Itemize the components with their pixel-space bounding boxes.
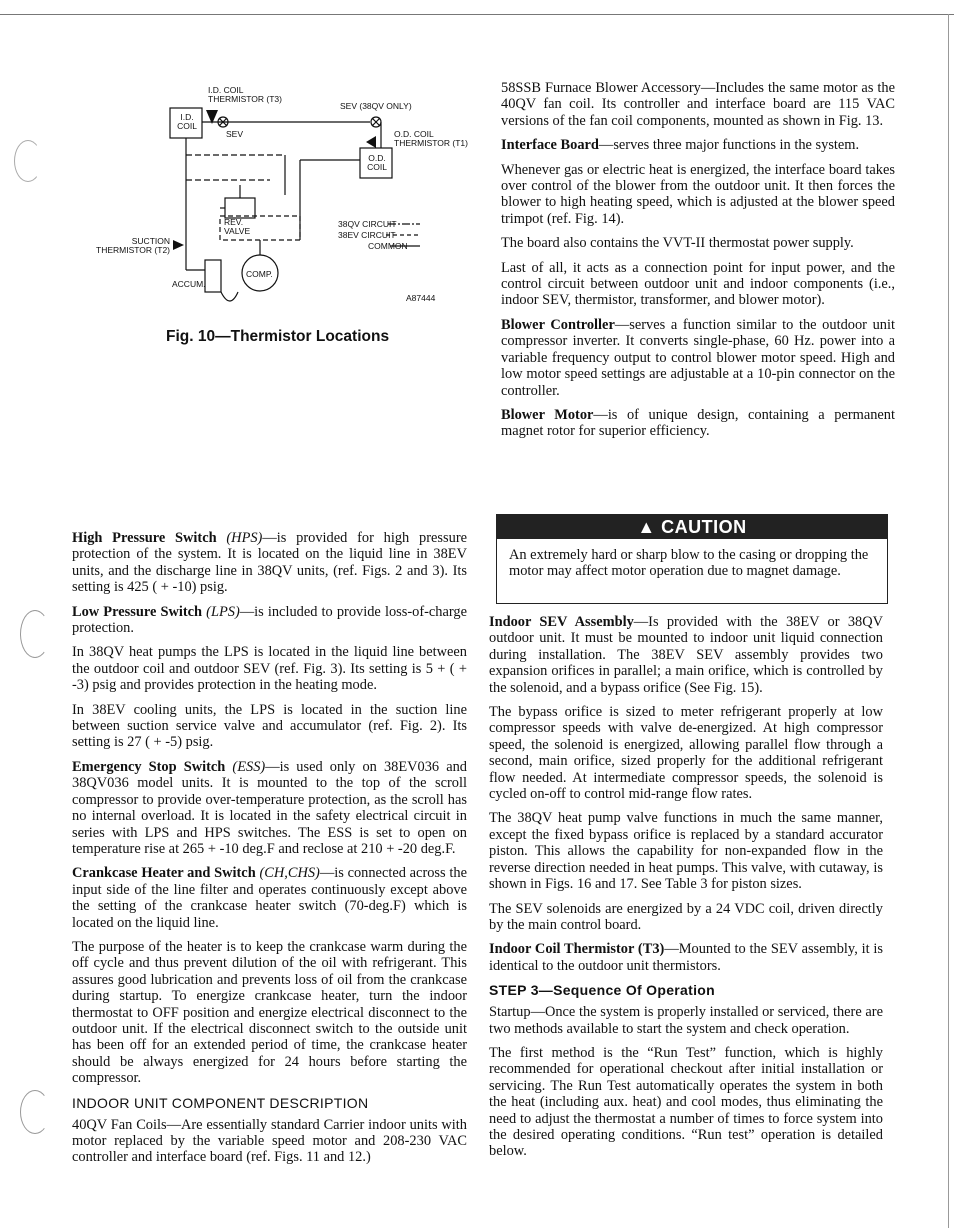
chs-abbr: (CH,CHS) [259,865,320,882]
caution-title: CAUTION [661,517,747,537]
bypass-paragraph: The bypass orifice is sized to meter refrigerant properly at low compressor speeds with valve de-energized. At high compressor speed, the solenoid is energized, allowing parallel flow through a second, main orifice, sized properly for the additional refrigerant flow needed. At intermediate compressor speeds, the solenoid is cycled on-off to control mid-range flow rates. [489,704,883,803]
sev-assembly-text: —Is provided with the 38EV or 38QV outdoor unit. It must be mounted to indoor unit liquid connection during installation. The 38EV SEV assembly provides two expansion orifices in parallel; a main orifice, which is controlled by the solenoid, and a bypass orifice (See Fig. 15). [489,614,883,696]
heat-pump-valve-paragraph: The 38QV heat pump valve functions in much the same manner, except the fixed bypass orifice is replaced by a standard accurator piston. This allows the capability for non-expanded flow in the reverse direction needed in heat pumps. This valve, with cutaway, is shown in Figs. 16 and 17. See Table 3 for piston sizes. [489,810,883,893]
coil-thermistor-paragraph [489,941,883,974]
sev-solenoids-paragraph: The SEV solenoids are energized by a 24 VDC coil, driven directly by the main control board. [489,900,883,933]
lps-abbr: (LPS) [206,603,240,620]
interface-p4: Last of all, it acts as a connection point for input power, and the control circuit between outdoor unit and indoor components (i.e., indoor SEV, thermistor, transformer, and blower motor). [501,259,895,309]
chs-title: Crankcase Heater and Switch [72,865,256,882]
startup-paragraph: Startup—Once the system is properly installed or serviced, there are two methods available to start the system and check operation. [489,1004,883,1037]
binder-hole-bottom [20,1090,50,1134]
hps-title: High Pressure Switch [72,530,217,546]
heater-purpose-paragraph: The purpose of the heater is to keep the crankcase warm during the off cycle and thus prevent dilution of the oil with refrigerant. This assures good lubrication and prevents loss of oil from the crankcase during startup. To energize crankcase heater, turn the indoor thermostat to OFF position and energize electrical disconnect to the outdoor unit. If the electrical disconnect switch to the outside unit has been off for an extended period of time, the crankcase heater should be always energized for 24 hours before starting the compressor. [72,938,467,1087]
accumulator-symbol [205,260,221,292]
blower-controller-paragraph [501,317,895,399]
interface-text: —serves three major functions in the system. [598,137,860,154]
caution-band [497,515,887,539]
ess-title: Emergency Stop Switch [72,758,226,775]
od-coil-thermistor-label: O.D. COIL THERMISTOR (T1) [394,129,468,148]
rev-valve-label: REV. VALVE [224,217,251,236]
lps-38ev-paragraph: In 38EV cooling units, the LPS is located in the suction line between suction service valve and accumulator (ref. Fig. 2). Its setting is 27 ( + -5) psig. [72,701,467,751]
legend-common: COMMON [368,241,408,251]
ess-abbr: (ESS) [232,758,266,775]
furnace-paragraph: 58SSB Furnace Blower Accessory—Includes the same motor as the 40QV fan coil. Its controller and interface board are 115 VAC versions of the fan coil components, mounted as shown in Fig. 13. [501,80,895,129]
lps-38qv-paragraph: In 38QV heat pumps the LPS is located in the liquid line between the outdoor coil and outdoor SEV (ref. Fig. 3). Its setting is 5 + ( + -3) psig and provides protection in the heating mode. [72,644,467,694]
interface-p3: The board also contains the VVT-II thermostat power supply. [501,235,854,252]
blower-controller-title: Blower Controller [501,316,615,333]
warning-triangle-icon: ▲ [637,517,656,537]
sev-assembly-paragraph [489,614,883,696]
right-column-lower [489,614,883,1168]
caution-text: An extremely hard or sharp blow to the casing or dropping the motor may affect motor operation due to magnet damage. [509,547,869,580]
thermistor-diagram [80,80,480,330]
od-coil-label: O.D. COIL [367,153,387,172]
figure-caption: Fig. 10—Thermistor Locations [166,328,390,345]
t2-arrow [173,240,184,250]
right-column-upper [501,80,895,448]
blower-motor-paragraph [501,407,895,440]
binder-hole-middle [20,610,50,658]
interface-paragraph [501,137,895,153]
figure-code: A87444 [406,293,436,303]
indoor-heading: INDOOR UNIT COMPONENT DESCRIPTION [72,1094,369,1111]
sev-38qv-label: SEV (38QV ONLY) [340,101,412,111]
chs-paragraph [72,865,467,931]
legend-38qv: 38QV CIRCUIT [338,219,397,229]
lps-text: —is included to provide loss-of-charge protection. [72,603,467,637]
right-edge-rule [948,14,949,1228]
hps-paragraph [72,530,467,596]
coil-thermistor-text: —Mounted to the SEV assembly, it is identical to the outdoor unit thermistors. [489,941,883,974]
step3-heading: STEP 3—Sequence Of Operation [489,982,715,999]
chs-text: —is connected across the input side of the line filter and operates continuously except above the setting of the crankcase heater switch (70-deg.F) which is located on the liquid line. [72,865,467,931]
blower-motor-text: —is of unique design, containing a permanent magnet rotor for superior efficiency. [501,406,895,440]
binder-hole-top [14,140,42,182]
lps-title: Low Pressure Switch [72,603,203,620]
id-coil-label: I.D. COIL [177,112,197,131]
interface-p2: Whenever gas or electric heat is energized, the interface board takes over control of the blower from the outdoor unit. It then forces the blower to high heating speed, which is adjusted at the blower speed trimpot (ref. Fig. 14). [501,161,895,227]
blower-controller-text: —serves a function similar to the outdoor unit compressor inverter. It converts single-phase, 60 Hz. power into a variable frequency output to control blower motor speed. High and low motor speed settings are adjustable at a 10-pin connector on the controller. [501,316,895,399]
hps-abbr: (HPS) [226,530,263,546]
sev-assembly-title: Indoor SEV Assembly [489,614,634,630]
interface-title: Interface Board [501,137,599,154]
left-column [72,530,467,1174]
ess-text: —is used only on 38EV036 and 38QV036 model units. It is mounted to the top of the scroll compressor to provide over-temperature protection, as the scroll has no internal overload. It is located in the safety electrical circuit in series with LPS and HPS switches. The ESS is set to open on temperature rise at 265 + -10 deg.F and reclose at 210 + -20 deg.F. [72,758,467,857]
run-test-paragraph: The first method is the “Run Test” function, which is highly recommended for operational checkout after initial installation or servicing. The Run Test automatically operates the system in both the heat (including aux. heat) and cool modes, thus eliminating the need to adjust the thermostat a number of times to force system into the desired operating conditions. “Run test” operation is detailed below. [489,1044,883,1160]
top-rule [0,14,954,15]
caution-box [496,514,888,604]
t1-arrow [366,136,376,148]
id-coil-thermistor-label: I.D. COIL THERMISTOR (T3) [208,85,282,104]
comp-label: COMP. [246,269,273,279]
legend-38ev: 38EV CIRCUIT [338,230,396,240]
blower-motor-title: Blower Motor [501,406,594,423]
suction-thermistor-label: SUCTION THERMISTOR (T2) [96,236,170,255]
hps-text: —is provided for high pressure protection of the system. It is located on the liquid line in 38EV units, and the discharge line in 38QV units, (ref. Figs. 2 and 3). Its setting is 425 ( + -10) psig. [72,530,467,596]
rev-valve-symbol [225,198,255,218]
fan-coils-paragraph: 40QV Fan Coils—Are essentially standard Carrier indoor units with motor replaced by the variable speed motor and 208-230 VAC controller and interface board (ref. Figs. 11 and 12.) [72,1116,467,1166]
sev-label: SEV [226,129,244,139]
accum-label: ACCUM. [172,279,206,289]
coil-thermistor-title: Indoor Coil Thermistor (T3) [489,941,665,958]
lps-paragraph [72,604,467,637]
ess-paragraph [72,759,467,857]
